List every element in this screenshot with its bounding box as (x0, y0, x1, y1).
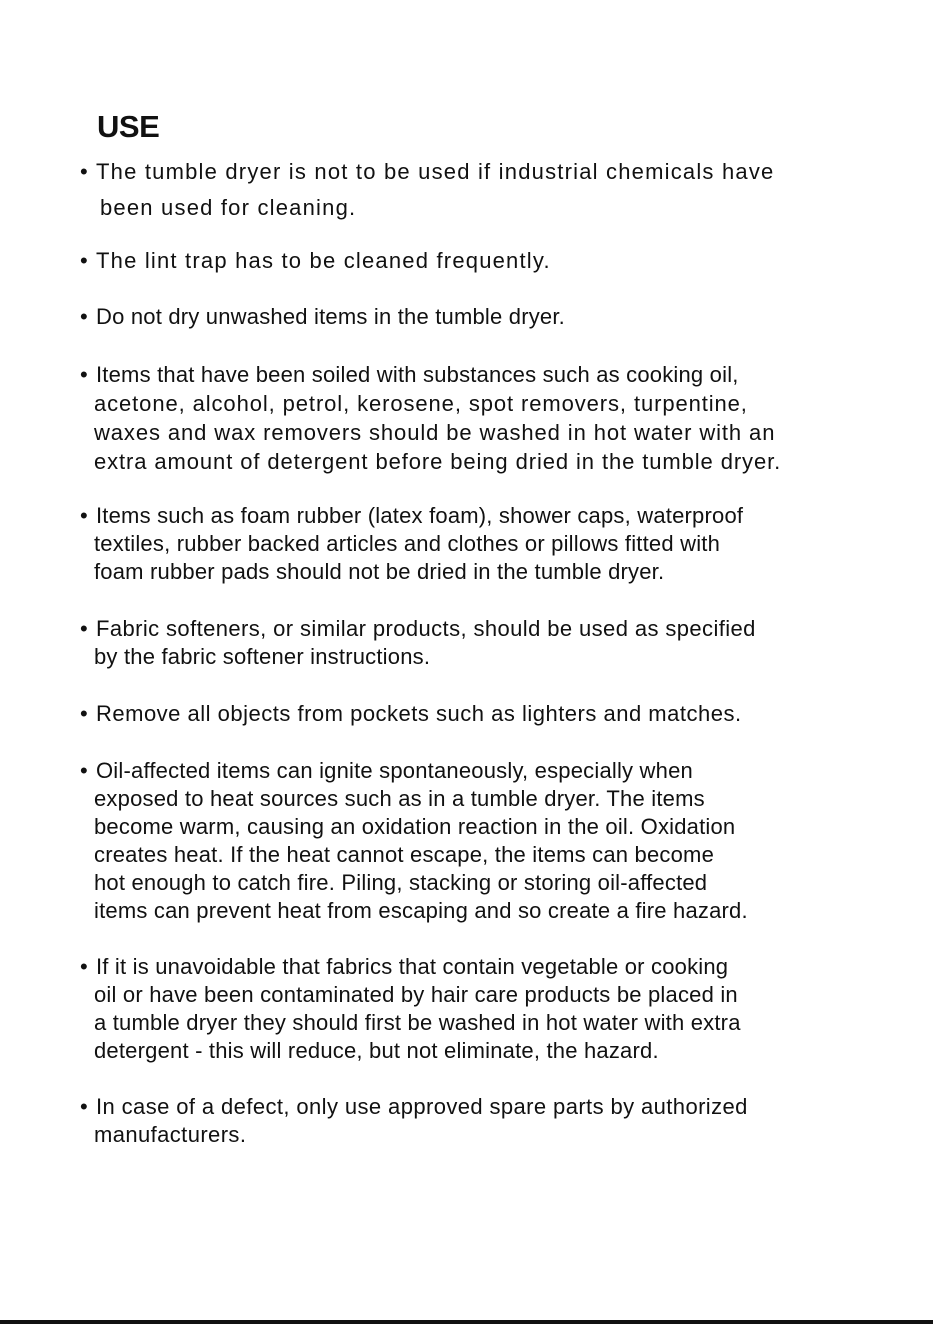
list-item-line: foam rubber pads should not be dried in the tumble dryer. (94, 559, 665, 584)
list-item-line: • Oil-affected items can ignite spontaneously, especially when (80, 758, 693, 783)
list-item-line: • If it is unavoidable that fabrics that contain vegetable or cooking (80, 954, 729, 979)
list-item (80, 615, 756, 671)
list-item (80, 953, 741, 1065)
list-item (80, 700, 742, 728)
bullet: • (80, 954, 88, 979)
bullet: • (80, 1094, 89, 1119)
list-item (80, 247, 551, 275)
list-item-line: • In case of a defect, only use approved spare parts by authorized (80, 1094, 748, 1119)
list-item-line: hot enough to catch fire. Piling, stacking or storing oil-affected (94, 870, 708, 895)
bullet: • (80, 701, 89, 726)
list-item (80, 361, 781, 476)
list-item-line: • Items such as foam rubber (latex foam), shower caps, waterproof (80, 503, 744, 528)
list-item-line: • Items that have been soiled with substances such as cooking oil, (80, 362, 739, 387)
list-item (80, 757, 748, 925)
list-item (80, 502, 743, 586)
list-item-line: • Remove all objects from pockets such as lighters and matches. (80, 701, 742, 726)
bullet: • (80, 758, 88, 783)
list-item-line: • The tumble dryer is not to be used if industrial chemicals have (80, 159, 775, 184)
list-item-line: acetone, alcohol, petrol, kerosene, spot removers, turpentine, (94, 391, 748, 416)
list-item-line: • The lint trap has to be cleaned frequently. (80, 248, 551, 273)
list-item-line: waxes and wax removers should be washed in hot water with an (94, 420, 776, 445)
bullet: • (80, 159, 89, 184)
bullet: • (80, 616, 89, 641)
bullet: • (80, 503, 88, 528)
list-item-line: textiles, rubber backed articles and clothes or pillows fitted with (94, 531, 721, 556)
list-item-line: become warm, causing an oxidation reaction in the oil. Oxidation (94, 814, 736, 839)
list-item-line: been used for cleaning. (100, 195, 357, 220)
list-item-line: detergent - this will reduce, but not eliminate, the hazard. (94, 1038, 659, 1063)
list-item-line: a tumble dryer they should first be washed in hot water with extra (94, 1010, 741, 1035)
list-item (80, 1093, 748, 1149)
bullet: • (80, 362, 88, 387)
bullet: • (80, 304, 88, 329)
list-item (80, 303, 565, 331)
list-item-line: oil or have been contaminated by hair care products be placed in (94, 982, 738, 1007)
list-item-line: extra amount of detergent before being dried in the tumble dryer. (94, 449, 782, 474)
list-item-line: by the fabric softener instructions. (94, 644, 431, 669)
list-item-line: exposed to heat sources such as in a tumble dryer. The items (94, 786, 705, 811)
section-heading: USE (97, 109, 160, 144)
list-item-line: • Fabric softeners, or similar products, should be used as specified (80, 616, 756, 641)
list-item-line: • Do not dry unwashed items in the tumble dryer. (80, 304, 565, 329)
list-item-line: manufacturers. (94, 1122, 247, 1147)
list-item-line: items can prevent heat from escaping and so create a fire hazard. (94, 898, 748, 923)
page-bottom-rule (0, 1320, 933, 1324)
list-item-line: creates heat. If the heat cannot escape, the items can become (94, 842, 715, 867)
bullet: • (80, 248, 89, 273)
list-item (80, 158, 774, 222)
